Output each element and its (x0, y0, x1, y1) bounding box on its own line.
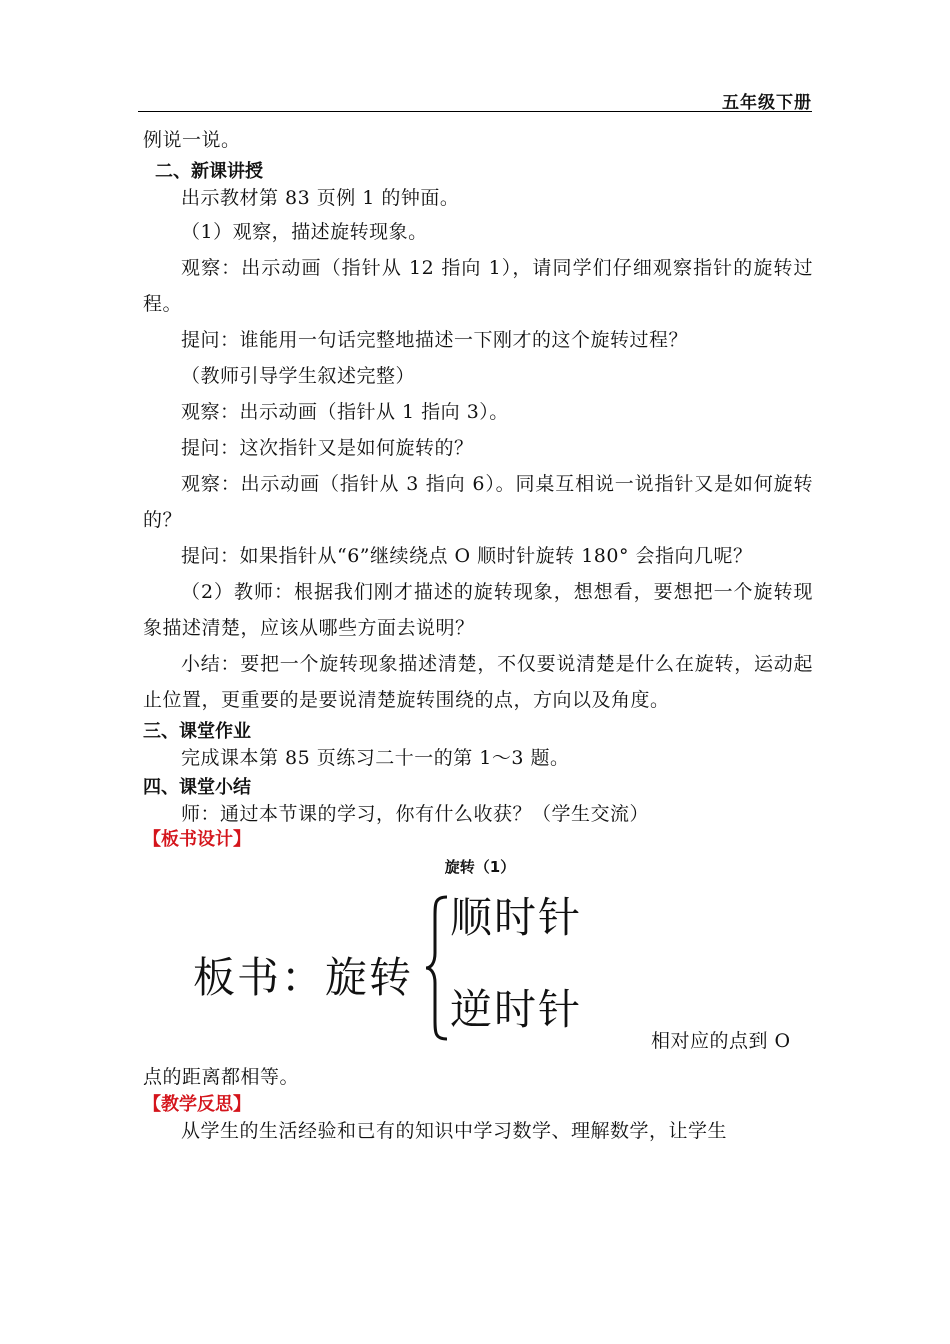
section2-paragraph: 观察：出示动画（指针从 12 指向 1），请同学们仔细观察指针的旋转过程。 (143, 257, 813, 315)
section2-paragraph: 提问：如果指针从“6”继续绕点 O 顺时针旋转 180° 会指向几呢？ (181, 545, 753, 567)
reflection-text: 从学生的生活经验和已有的知识中学习数学、理解数学，让学生 (181, 1120, 728, 1142)
board-label: 板书：旋转 (193, 953, 414, 1002)
branch-counterclockwise: 逆时针 (450, 985, 583, 1034)
section2-heading: 二、新课讲授 (155, 161, 263, 182)
intro-tail: 例说一说。 (143, 129, 241, 151)
section2-paragraph: （2）教师：根据我们刚才描述的旋转现象，想想看，要想把一个旋转现象描述清楚，应该从哪些方面去说明？ (143, 581, 813, 639)
section2-paragraph: （1）观察，描述旋转现象。 (181, 221, 428, 243)
section4-text: 师：通过本节课的学习，你有什么收获？（学生交流） (181, 803, 650, 825)
header-divider (138, 111, 812, 112)
page-header-title: 五年级下册 (722, 93, 812, 113)
board-diagram (143, 879, 813, 1059)
board-design-title: 旋转（1） (444, 858, 516, 876)
section2-paragraph: 观察：出示动画（指针从 3 指向 6）。同桌互相说一说指针又是如何旋转的？ (143, 473, 813, 531)
section3-heading: 三、课堂作业 (143, 721, 251, 742)
branch-clockwise: 顺时针 (450, 893, 583, 942)
section2-summary: 小结：要把一个旋转现象描述清楚，不仅要说清楚是什么在旋转，运动起止位置，更重要的是要说清楚旋转围绕的点，方向以及角度。 (143, 653, 813, 711)
document-body (143, 122, 813, 1147)
section2-paragraph: 提问：谁能用一句话完整地描述一下刚才的这个旋转过程？ (181, 329, 689, 351)
section2-paragraph: 提问：这次指针又是如何旋转的？ (181, 437, 474, 459)
section4-heading: 四、课堂小结 (143, 777, 251, 798)
curly-brace (423, 895, 451, 1041)
board-note-part2: 点的距离都相等。 (143, 1066, 300, 1088)
board-note-part1: 相对应的点到 O (651, 1030, 791, 1052)
reflection-heading: 【教学反思】 (143, 1094, 251, 1115)
section2-paragraph: 出示教材第 83 页例 1 的钟面。 (181, 187, 460, 209)
section3-text: 完成课本第 85 页练习二十一的第 1～3 题。 (181, 747, 570, 769)
section2-paragraph: 观察：出示动画（指针从 1 指向 3）。 (181, 401, 509, 423)
section2-paragraph: （教师引导学生叙述完整） (181, 365, 416, 387)
board-design-heading: 【板书设计】 (143, 829, 251, 850)
